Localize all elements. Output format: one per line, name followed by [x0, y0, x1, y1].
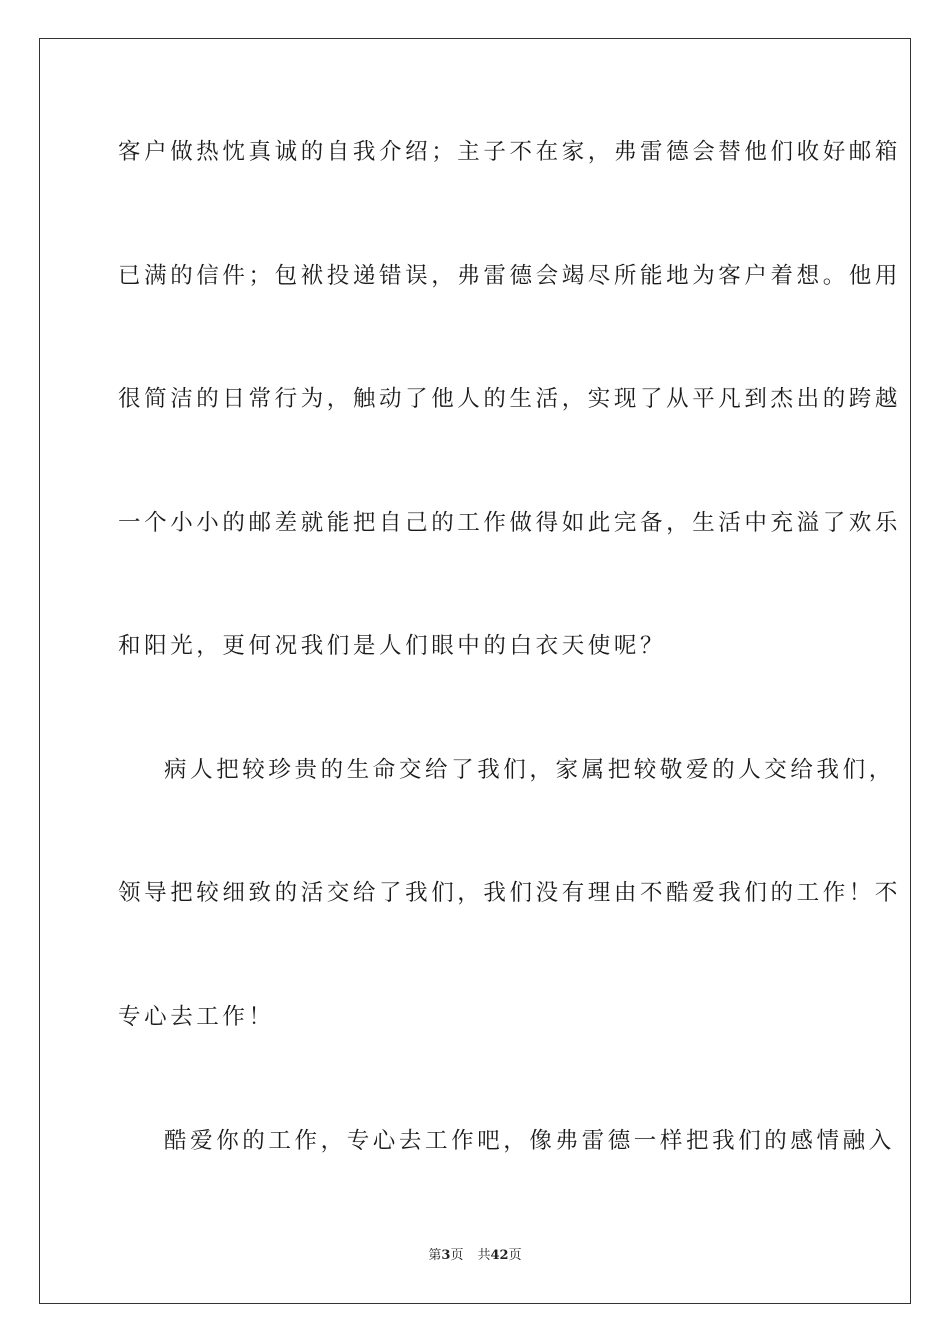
- body-line-1: 客户做热忱真诚的自我介绍；主子不在家，弗雷德会替他们收好邮箱: [118, 139, 902, 165]
- body-line-4: 一个小小的邮差就能把自己的工作做得如此完备，生活中充溢了欢乐: [118, 510, 902, 536]
- body-line-9: 酷爱你的工作，专心去工作吧，像弗雷德一样把我们的感情融入: [164, 1128, 895, 1154]
- body-line-8: 专心去工作！: [118, 1004, 275, 1030]
- page-number: 3: [441, 1248, 451, 1263]
- body-line-2: 已满的信件；包袱投递错误，弗雷德会竭尽所能地为客户着想。他用: [118, 263, 902, 289]
- page-suffix: 页: [450, 1248, 464, 1263]
- body-line-6: 病人把较珍贵的生命交给了我们，家属把较敬爱的人交给我们，: [164, 757, 895, 783]
- body-line-3: 很简洁的日常行为，触动了他人的生活，实现了从平凡到杰出的跨越: [118, 386, 902, 412]
- body-line-7: 领导把较细致的活交给了我们，我们没有理由不酷爱我们的工作！不: [118, 880, 902, 906]
- page-border: [39, 38, 911, 1304]
- page-prefix: 第: [428, 1248, 442, 1263]
- body-line-5: 和阳光，更何况我们是人们眼中的白衣天使呢？: [118, 633, 667, 659]
- total-pages: 42: [490, 1248, 509, 1263]
- page-footer: [0, 1247, 950, 1265]
- total-prefix: 共: [477, 1248, 491, 1263]
- total-suffix: 页: [508, 1248, 522, 1263]
